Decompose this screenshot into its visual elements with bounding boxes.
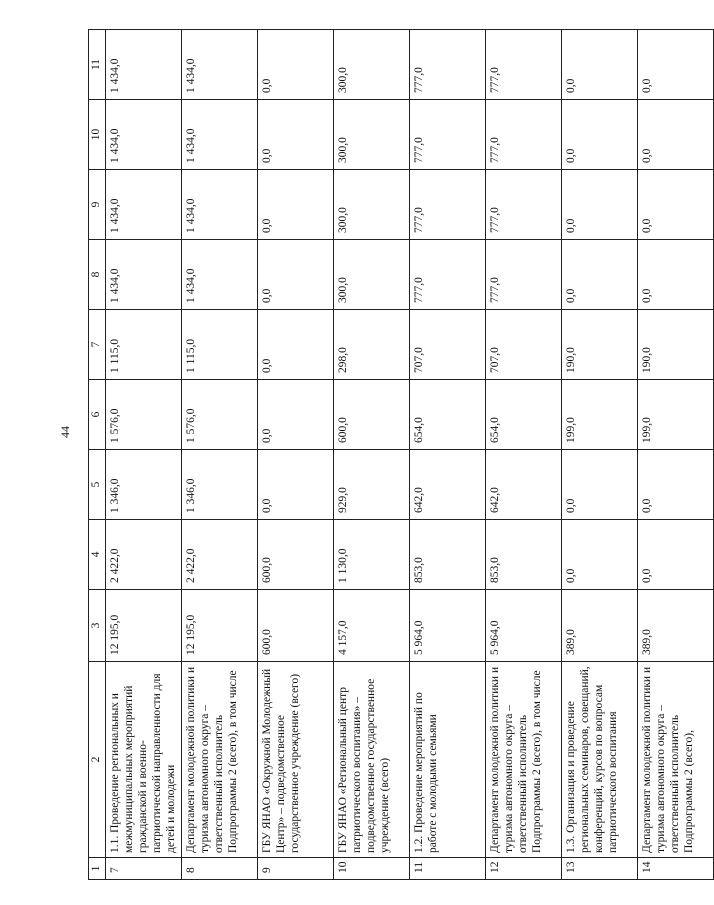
column-header: 9 bbox=[89, 170, 106, 240]
table-row bbox=[562, 30, 638, 880]
value-cell: 853,0 bbox=[410, 520, 486, 590]
value-cell: 0,0 bbox=[638, 450, 714, 520]
value-cell: 642,0 bbox=[486, 450, 562, 520]
row-number: 8 bbox=[182, 858, 258, 880]
value-cell: 1 434,0 bbox=[182, 30, 258, 100]
row-description: 1.3. Организация и проведение региональных семинаров, совещаний, конференций, курсов по вопросам патриотического воспитания bbox=[562, 662, 638, 858]
value-cell: 300,0 bbox=[334, 100, 410, 170]
value-cell: 1 115,0 bbox=[182, 310, 258, 380]
column-header: 10 bbox=[89, 100, 106, 170]
value-cell: 929,0 bbox=[334, 450, 410, 520]
value-cell: 0,0 bbox=[258, 30, 334, 100]
value-cell: 5 964,0 bbox=[410, 590, 486, 662]
value-cell: 0,0 bbox=[562, 30, 638, 100]
value-cell: 777,0 bbox=[410, 240, 486, 310]
row-description: Департамент молодежной политики и туризма автономного округа – ответственный исполнитель Подпрограммы 2 (всего), bbox=[638, 662, 714, 858]
value-cell: 0,0 bbox=[638, 30, 714, 100]
value-cell: 2 422,0 bbox=[182, 520, 258, 590]
row-number: 12 bbox=[486, 858, 562, 880]
value-cell: 0,0 bbox=[562, 100, 638, 170]
value-cell: 1 434,0 bbox=[182, 240, 258, 310]
rotated-table-container bbox=[88, 30, 695, 880]
value-cell: 1 434,0 bbox=[182, 100, 258, 170]
value-cell: 5 964,0 bbox=[486, 590, 562, 662]
row-description: 1.2. Проведение мероприятий по работе с молодыми семьями bbox=[410, 662, 486, 858]
value-cell: 0,0 bbox=[638, 240, 714, 310]
value-cell: 199,0 bbox=[638, 380, 714, 450]
row-number: 11 bbox=[410, 858, 486, 880]
value-cell: 298,0 bbox=[334, 310, 410, 380]
value-cell: 1 130,0 bbox=[334, 520, 410, 590]
value-cell: 300,0 bbox=[334, 170, 410, 240]
row-number: 13 bbox=[562, 858, 638, 880]
value-cell: 0,0 bbox=[258, 380, 334, 450]
table-row bbox=[486, 30, 562, 880]
value-cell: 1 576,0 bbox=[182, 380, 258, 450]
column-header: 3 bbox=[89, 590, 106, 662]
value-cell: 1 434,0 bbox=[106, 240, 182, 310]
value-cell: 777,0 bbox=[486, 30, 562, 100]
value-cell: 600,0 bbox=[258, 520, 334, 590]
column-header: 8 bbox=[89, 240, 106, 310]
value-cell: 707,0 bbox=[486, 310, 562, 380]
column-header: 11 bbox=[89, 30, 106, 100]
value-cell: 0,0 bbox=[258, 240, 334, 310]
value-cell: 300,0 bbox=[334, 30, 410, 100]
value-cell: 777,0 bbox=[410, 170, 486, 240]
value-cell: 777,0 bbox=[486, 240, 562, 310]
row-description: ГБУ ЯНАО «Окружной Молодежный Центр» – подведомственное государственное учреждение (всего) bbox=[258, 662, 334, 858]
value-cell: 0,0 bbox=[638, 100, 714, 170]
row-description: Департамент молодежной политики и туризма автономного округа – ответственный исполнитель Подпрограммы 2 (всего), в том числе bbox=[486, 662, 562, 858]
column-header: 6 bbox=[89, 380, 106, 450]
table-row bbox=[638, 30, 714, 880]
value-cell: 654,0 bbox=[410, 380, 486, 450]
value-cell: 0,0 bbox=[562, 170, 638, 240]
value-cell: 777,0 bbox=[486, 170, 562, 240]
value-cell: 1 434,0 bbox=[106, 170, 182, 240]
value-cell: 0,0 bbox=[562, 520, 638, 590]
value-cell: 12 195,0 bbox=[106, 590, 182, 662]
value-cell: 0,0 bbox=[258, 170, 334, 240]
value-cell: 389,0 bbox=[562, 590, 638, 662]
value-cell: 0,0 bbox=[258, 450, 334, 520]
table-row bbox=[334, 30, 410, 880]
value-cell: 199,0 bbox=[562, 380, 638, 450]
value-cell: 190,0 bbox=[562, 310, 638, 380]
value-cell: 777,0 bbox=[410, 30, 486, 100]
value-cell: 1 434,0 bbox=[106, 100, 182, 170]
page-number: 44 bbox=[58, 426, 72, 438]
row-description: Департамент молодежной политики и туризма автономного округа – ответственный исполнитель Подпрограммы 2 (всего), в том числе bbox=[182, 662, 258, 858]
value-cell: 0,0 bbox=[258, 100, 334, 170]
row-number: 14 bbox=[638, 858, 714, 880]
value-cell: 1 434,0 bbox=[106, 30, 182, 100]
table-row bbox=[410, 30, 486, 880]
value-cell: 4 157,0 bbox=[334, 590, 410, 662]
value-cell: 190,0 bbox=[638, 310, 714, 380]
row-number: 10 bbox=[334, 858, 410, 880]
row-number: 9 bbox=[258, 858, 334, 880]
value-cell: 600,0 bbox=[334, 380, 410, 450]
value-cell: 600,0 bbox=[258, 590, 334, 662]
table-row bbox=[182, 30, 258, 880]
value-cell: 12 195,0 bbox=[182, 590, 258, 662]
column-header: 5 bbox=[89, 450, 106, 520]
value-cell: 300,0 bbox=[334, 240, 410, 310]
value-cell: 0,0 bbox=[638, 520, 714, 590]
table-row bbox=[258, 30, 334, 880]
value-cell: 777,0 bbox=[410, 100, 486, 170]
value-cell: 642,0 bbox=[410, 450, 486, 520]
column-header: 2 bbox=[89, 662, 106, 858]
value-cell: 0,0 bbox=[258, 310, 334, 380]
value-cell: 853,0 bbox=[486, 520, 562, 590]
column-header: 1 bbox=[89, 858, 106, 880]
row-number: 7 bbox=[106, 858, 182, 880]
column-header: 7 bbox=[89, 310, 106, 380]
header-row bbox=[89, 30, 106, 880]
value-cell: 2 422,0 bbox=[106, 520, 182, 590]
table-row bbox=[106, 30, 182, 880]
budget-table bbox=[88, 29, 714, 880]
value-cell: 1 115,0 bbox=[106, 310, 182, 380]
row-description: 1.1. Проведение региональных и межмуниципальных мероприятий гражданской и военно-патриотической направленности для детей и молодежи bbox=[106, 662, 182, 858]
value-cell: 0,0 bbox=[562, 240, 638, 310]
value-cell: 777,0 bbox=[486, 100, 562, 170]
value-cell: 654,0 bbox=[486, 380, 562, 450]
row-description: ГБУ ЯНАО «Региональный центр патриотического воспитания» – подведомственное государственное учреждение (всего) bbox=[334, 662, 410, 858]
value-cell: 1 346,0 bbox=[182, 450, 258, 520]
value-cell: 389,0 bbox=[638, 590, 714, 662]
value-cell: 1 434,0 bbox=[182, 170, 258, 240]
value-cell: 0,0 bbox=[562, 450, 638, 520]
column-header: 4 bbox=[89, 520, 106, 590]
value-cell: 1 346,0 bbox=[106, 450, 182, 520]
value-cell: 707,0 bbox=[410, 310, 486, 380]
value-cell: 0,0 bbox=[638, 170, 714, 240]
value-cell: 1 576,0 bbox=[106, 380, 182, 450]
